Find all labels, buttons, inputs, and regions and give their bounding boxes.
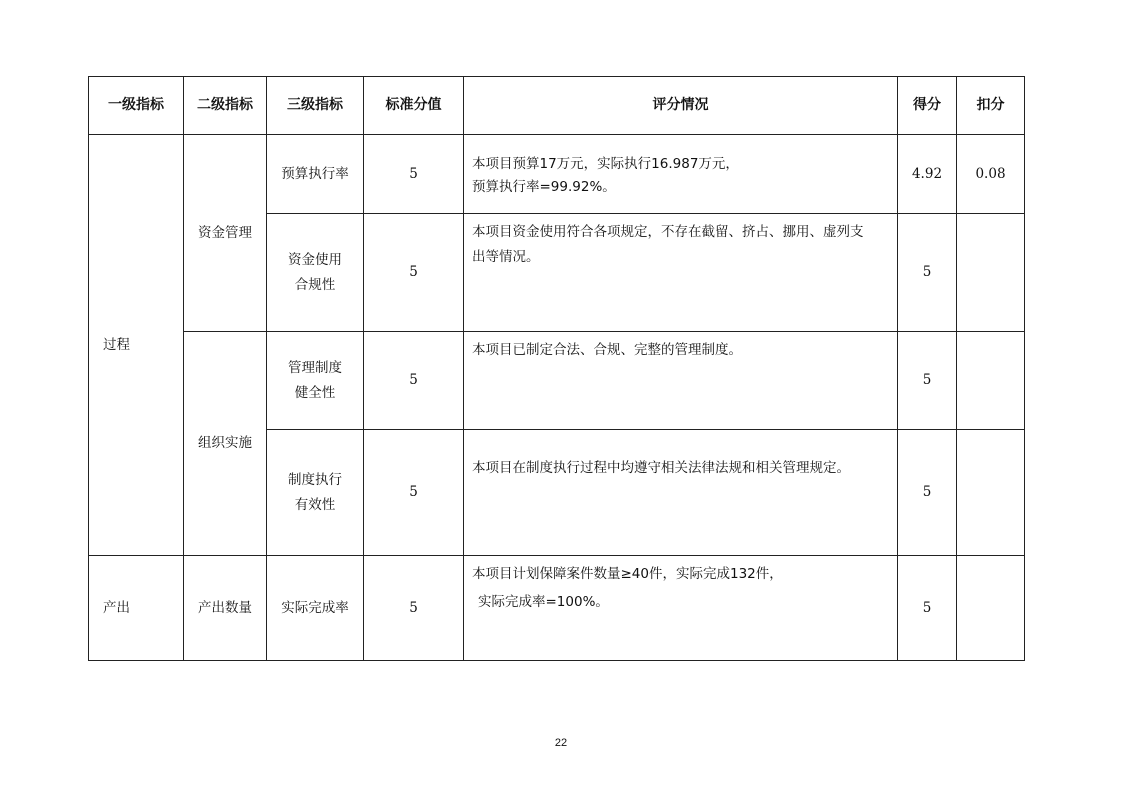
indicator-cell [267, 430, 364, 556]
group-output: 产出 [89, 556, 184, 661]
indicator-line: 资金使用 [288, 251, 342, 268]
indicator-line: 合规性 [294, 276, 336, 293]
score-cell: 5 [898, 430, 957, 556]
indicator-line: 制度执行 [288, 471, 342, 488]
scoring-line: 预算执行率=99.92%。 [472, 178, 616, 195]
header-row [89, 77, 1025, 135]
scoring-line: 出等情况。 [472, 249, 540, 265]
scoring-line: 本项目在制度执行过程中均遵守相关法律法规和相关管理规定。 [472, 460, 850, 476]
deduction-cell [957, 332, 1025, 430]
header-level1: 一级指标 [89, 77, 184, 135]
score-cell: 5 [898, 332, 957, 430]
table-row [89, 135, 1025, 214]
indicator-cell: 预算执行率 [267, 135, 364, 214]
standard-cell: 5 [364, 214, 464, 332]
group-org-impl: 组织实施 [184, 332, 267, 556]
indicator-line: 有效性 [294, 496, 336, 513]
standard-cell: 5 [364, 135, 464, 214]
scoring-line: 本项目计划保障案件数量≥40件，实际完成132件， [472, 566, 783, 582]
header-level2: 二级指标 [184, 77, 267, 135]
deduction-cell [957, 556, 1025, 661]
scoring-cell [464, 556, 898, 661]
indicator-line: 健全性 [294, 384, 336, 401]
standard-cell: 5 [364, 332, 464, 430]
scoring-cell [464, 214, 898, 332]
header-score: 得分 [898, 77, 957, 135]
table-row [89, 332, 1025, 430]
scoring-line: 本项目资金使用符合各项规定，不存在截留、挤占、挪用、虚列支 [472, 224, 864, 240]
header-standard: 标准分值 [364, 77, 464, 135]
deduction-cell [957, 430, 1025, 556]
indicator-cell [267, 332, 364, 430]
performance-evaluation-table [88, 76, 1025, 661]
group-process: 过程 [89, 135, 184, 556]
deduction-cell: 0.08 [957, 135, 1025, 214]
scoring-line: 本项目预算17万元，实际执行16.987万元， [472, 155, 739, 172]
group-fund-mgmt: 资金管理 [184, 135, 267, 332]
score-cell: 5 [898, 556, 957, 661]
score-cell: 5 [898, 214, 957, 332]
group-output-qty: 产出数量 [184, 556, 267, 661]
table-row [89, 556, 1025, 661]
scoring-cell [464, 135, 898, 214]
standard-cell: 5 [364, 556, 464, 661]
indicator-line: 管理制度 [288, 359, 342, 376]
deduction-cell [957, 214, 1025, 332]
indicator-cell: 实际完成率 [267, 556, 364, 661]
page-number: 22 [554, 737, 568, 749]
standard-cell: 5 [364, 430, 464, 556]
scoring-cell [464, 430, 898, 556]
scoring-line: 实际完成率=100%。 [478, 594, 609, 610]
header-level3: 三级指标 [267, 77, 364, 135]
header-scoring: 评分情况 [464, 77, 898, 135]
indicator-cell [267, 214, 364, 332]
header-deduction: 扣分 [957, 77, 1025, 135]
score-cell: 4.92 [898, 135, 957, 214]
scoring-cell [464, 332, 898, 430]
scoring-line: 本项目已制定合法、合规、完整的管理制度。 [472, 342, 742, 358]
